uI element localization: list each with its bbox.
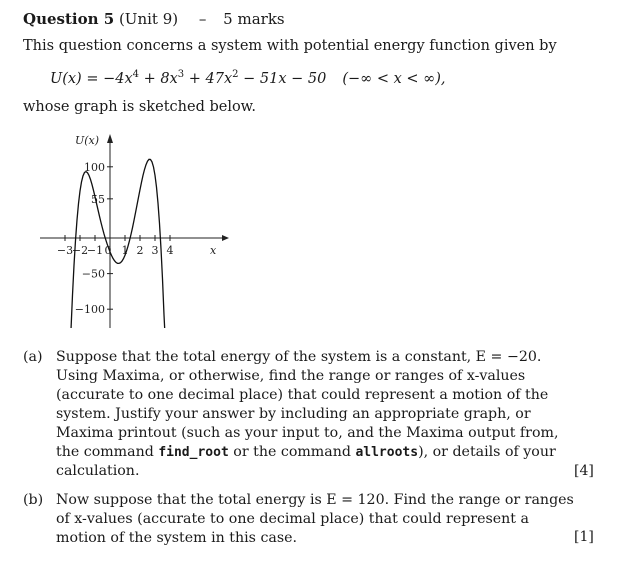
command-find-root: find_root [158, 445, 229, 460]
intro-text: This question concerns a system with potential energy function given by [23, 38, 557, 54]
cmd-text-pre: the command [56, 444, 159, 460]
part-b-text [56, 491, 574, 548]
graph-axes [40, 134, 229, 328]
x-tick-label: 2 [136, 244, 144, 257]
y-tick-label: 55 [91, 192, 105, 206]
x-tick-label: 0 [104, 244, 112, 257]
x-tick-label: 4 [166, 244, 174, 257]
part-a-line: Maxima printout (such as your input to, and the Maxima output from, [56, 425, 559, 441]
formula-exp-3: 3 [177, 69, 185, 80]
formula-term-2: + 8x [139, 71, 178, 87]
part-b-label: (b) [23, 492, 44, 508]
y-axis-arrow [107, 134, 113, 143]
graph-intro-text: whose graph is sketched below. [23, 99, 256, 115]
x-tick-label: 3 [151, 244, 159, 257]
part-a-text [56, 348, 559, 481]
x-axis-label: x [210, 244, 217, 257]
cmd-text-post: ), or details of your [418, 444, 556, 460]
potential-formula [50, 69, 446, 87]
question-heading [23, 10, 285, 28]
marks-label: 5 marks [223, 10, 285, 28]
part-b-line: of x-values (accurate to one decimal place) that could represent a [56, 511, 529, 527]
x-tick-label: −3 [56, 244, 74, 257]
part-a-label: (a) [23, 349, 43, 365]
part-a-line-commands [56, 443, 556, 462]
part-b-line: Now suppose that the total energy is E = 120. Find the range or ranges [56, 492, 574, 508]
command-allroots: allroots [355, 445, 419, 460]
potential-graph [40, 128, 240, 328]
formula-exp-2: 2 [232, 69, 239, 80]
formula-exp-4: 4 [132, 69, 140, 80]
part-a-line: Suppose that the total energy of the system is a constant, E = −20. [56, 349, 542, 365]
part-a-line: Using Maxima, or otherwise, find the range or ranges of x-values [56, 368, 526, 384]
y-tick-label: −100 [74, 303, 105, 317]
heading-dash: – [198, 10, 207, 28]
formula-term-4: − 51x − 50 [238, 71, 327, 87]
x-axis-arrow [222, 235, 229, 241]
formula-term-1: U(x) = −4x [50, 71, 133, 87]
cmd-text-mid: or the command [228, 444, 356, 460]
part-a-line: system. Justify your answer by including an appropriate graph, or [56, 406, 531, 422]
y-tick-label: −50 [81, 267, 105, 281]
y-axis-label: U(x) [75, 134, 100, 147]
part-b-marks: [1] [574, 529, 594, 545]
part-a-line: calculation. [56, 463, 140, 479]
question-title: Question 5 [23, 10, 115, 28]
x-tick-label: −2 [71, 244, 89, 257]
part-a-line: (accurate to one decimal place) that could represent a motion of the [56, 387, 549, 403]
y-tick-label: 100 [84, 160, 105, 174]
formula-term-3: + 47x [184, 71, 233, 87]
part-a-marks: [4] [574, 463, 594, 479]
formula-range: (−∞ < x < ∞), [342, 71, 446, 87]
x-tick-label: 1 [121, 244, 129, 257]
x-tick-label: −1 [86, 244, 104, 257]
unit-label: (Unit 9) [118, 10, 179, 28]
part-b-line: motion of the system in this case. [56, 530, 298, 546]
